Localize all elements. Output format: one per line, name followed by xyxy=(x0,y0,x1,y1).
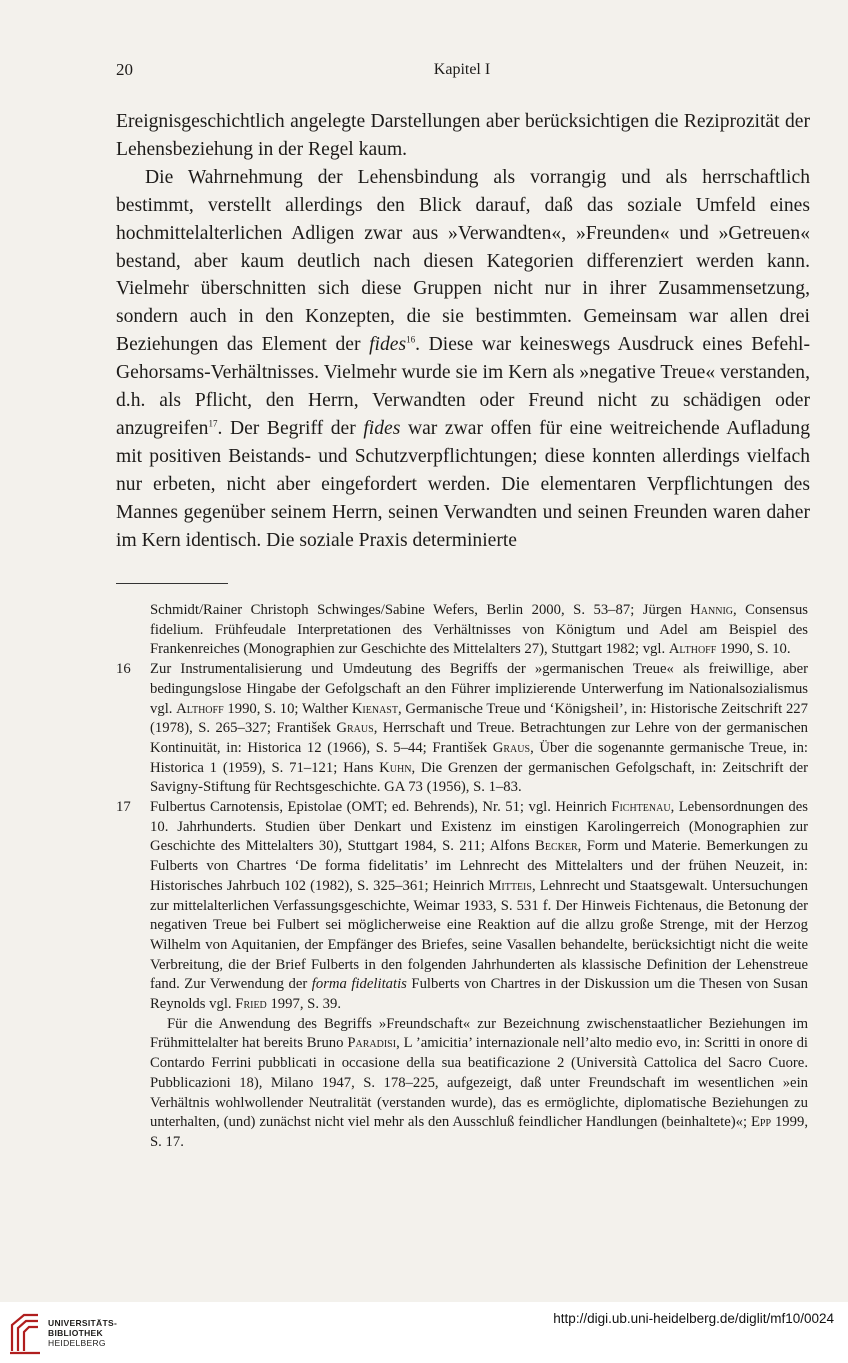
footnote-17: 17 Fulbertus Carnotensis, Epistolae (OMT; ed. Behrends), Nr. 51; vgl. Heinrich Fichtenau, Lebensordnungen des 10. Jahrhunderts. Studien über Denkart und Existenz im einstigen Karolingerreich (Monographien zur Geschichte des Mittelalters 30), Stuttgart 1984, S. 211; Alfons Becker, Form und Materie. Bemerkungen zu Fulberts von Chartres ‘De forma fidelitatis’ im Lehnrecht des Mittelalters und der frühen Neuzeit, in: Historisches Jahrbuch 102 (1982), S. 325–361; Heinrich Mitteis, Lehnrecht und Staatsgewalt. Untersuchungen zur mittelalterlichen Verfassungsgeschichte, Weimar 1933, S. 531 f. Der Hinweis Fichtenaus, die Betonung der negativen Treue bei Fulbert sei möglicherweise eine Reaktion auf die allzu große Strenge, mit der Herzog Wilhelm von Aquitanien, der Empfänger des Briefes, seine Vasallen behandelte, berücksichtigt nicht die weite Verbreitung, die der Brief Fulberts in den folgenden Jahrhunderten als klassische Definition der Lehenstreue fand. Zur Verwendung der forma fidelitatis Fulberts von Chartres in der Diskussion um die Thesen von Susan Reynolds vgl. Fried 1997, S. 39. Für die Anwendung des Begriffs »Freundschaft« zur Bezeichnung zwischenstaatlicher Beziehungen im Frühmittelalter hat bereits Bruno Paradisi, L ’amicitia’ internazionale nell’alto medio evo, in: Scritti in onore di Contardo Ferrini pubblicati in occasione della sua beatificazione 2 (Università Cattolica del Sacro Cuore. Pubblicazioni 18), Milano 1947, S. 178–225, aufgezeigt, daß unter Freundschaft im wesentlichen »ein Verhältnis wohlwollender Neutralität (verstanden wurde), das es ermöglichte, diplomatische Beziehungen zu unterhalten, (und) zunächst nicht viel mehr als den Ausschluß feindlicher Handlungen (beinhaltete)«; Epp 1999, S. 17. xyxy=(116,799,809,1150)
running-header xyxy=(116,60,808,86)
footnote-ref-16[interactable]: 16 xyxy=(406,334,416,345)
running-title: Kapitel I xyxy=(433,61,491,78)
library-wordmark: UNIVERSITÄTS- BIBLIOTHEK HEIDELBERG xyxy=(48,1318,118,1348)
footnote-16: 16 Zur Instrumentalisierung und Umdeutung des Begriffs der »germanischen Treue« als freiwillige, aber bedingungslose Hingabe der Gefolgschaft an den Führer implizierende Unterwerfung im Nationalsozialismus vgl. Althoff 1990, S. 10; Walther Kienast, Germanische Treue und ‘Königsheil’, in: Historische Zeitschrift 227 (1978), S. 265–327; František Graus, Herrschaft und Treue. Betrachtungen zur Lehre von der germanischen Kontinuität, in: Historica 12 (1966), S. 5–44; František Graus, Über die sogenannte germanische Treue, in: Historica 1 (1959), S. 71–121; Hans Kuhn, Die Grenzen der germanischen Gefolgschaft, in: Zeitschrift der Savigny-Stiftung für Rechtsgeschichte. GA 73 (1956), S. 1–83. xyxy=(116,661,808,796)
page-number: 20 xyxy=(116,60,133,79)
paragraph-2: Die Wahrnehmung der Lehensbindung als vorrangig und als herrschaftlich bestimmt, verstellt allerdings den Blick darauf, daß das soziale Umfeld eines hochmittelalterlichen Adligen zwar aus »Verwandten«, »Freunden« und »Getreuen« bestand, aber kaum deutlich nach diesen Kategorien differenziert werden kann. Vielmehr überschnitten sich diese Gruppen nicht nur in ihrer Zusammensetzung, sondern auch in den Konzepten, die sie bestimmten. Gemeinsam war allen drei Beziehungen das Element der fides$^{16}$. Diese war keineswegs Ausdruck eines Befehl-Gehorsams-Verhältnisses. Vielmehr wurde sie im Kern als »negative Treue« verstanden, d.h. als Pflicht, den Herrn, Verwandten oder Freund nicht zu schädigen oder anzugreifen$^{17}$. Der Begriff der fides war zwar offen für eine weitreichende Aufladung mit positiven Beistands- und Schutzverpflichtungen; diese konnten allerdings vielfach nur erbeten, nicht aber eingefordert werden. Die elementaren Verpflichtungen des Mannes gegenüber seinem Herrn, seinen Verwandten und seinen Freunden waren daher im Kern identisch. Die soziale Praxis determinierte xyxy=(116,166,811,551)
footnote-number: 17 xyxy=(116,799,131,816)
university-library-logo-icon xyxy=(8,1311,42,1355)
footnote-number: 16 xyxy=(116,661,131,678)
footnote-separator xyxy=(116,583,228,584)
footnotes xyxy=(116,601,808,1153)
paragraph-1: Ereignisgeschichtlich angelegte Darstellungen aber berücksichtigen die Reziprozität der Lehensbeziehung in der Regel kaum. xyxy=(116,111,810,160)
digitization-footer xyxy=(0,1302,848,1363)
main-text xyxy=(116,108,810,555)
footnote-continued: Schmidt/Rainer Christoph Schwinges/Sabine Wefers, Berlin 2000, S. 53–87; Jürgen Hannig, Consensus fidelium. Frühfeudale Interpretationen des Verhältnisses von Königtum und Adel am Beispiel des Frankenreiches (Monographien zur Geschichte des Mittelalters 27), Stuttgart 1982; vgl. Althoff 1990, S. 10. xyxy=(150,602,809,658)
source-url-link[interactable]: http://digi.ub.uni-heidelberg.de/diglit/mf10/0024 xyxy=(553,1311,834,1326)
footnote-ref-17[interactable]: 17 xyxy=(208,418,218,429)
